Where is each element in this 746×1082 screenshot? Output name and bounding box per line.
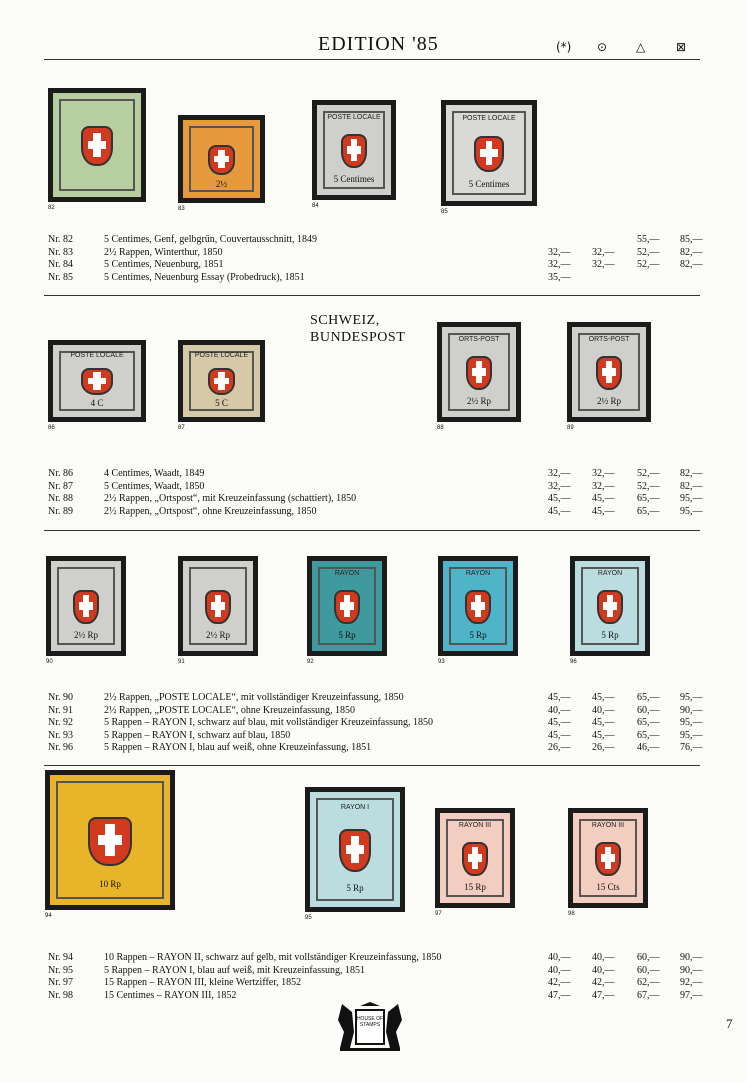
price-value: 82,—: [680, 259, 703, 271]
stamp-value: 5 Rp: [338, 630, 356, 641]
section-divider: [44, 295, 700, 296]
stamp-caption: 98: [568, 911, 575, 917]
stamp-description: 5 Rappen – RAYON I, blau auf weiß, mit Kreuzeinfassung, 1851: [104, 964, 365, 976]
stamp-caption: 85: [441, 209, 448, 215]
catalog-number: Nr. 82: [48, 234, 73, 245]
stamp-banner: POSTE LOCALE: [327, 114, 381, 121]
price-value: 65,—: [637, 692, 660, 703]
price-value: 95,—: [680, 717, 703, 729]
price-value: 65,—: [637, 505, 660, 517]
stamp-value: 15 Rp: [464, 882, 486, 893]
stamp-caption: 83: [178, 206, 185, 212]
stamp-image: [435, 808, 515, 908]
swiss-cross-icon: [88, 141, 106, 149]
stamp-image: [441, 100, 537, 206]
stamp-banner: POSTE LOCALE: [462, 114, 516, 122]
stamp-banner: ORTS-POST: [458, 336, 500, 343]
price-value: 82,—: [680, 480, 703, 492]
stamp-description: 15 Centimes – RAYON III, 1852: [104, 989, 237, 1001]
price-value: 35,—: [548, 271, 571, 283]
catalog-number: Nr. 92: [48, 717, 73, 729]
stamp-description: 2½ Rappen, „POSTE LOCALE“, mit vollständiger Kreuzeinfassung, 1850: [104, 692, 404, 703]
price-value: 52,—: [637, 259, 660, 271]
stamp-caption: 89: [567, 425, 574, 431]
stamp-caption: 94: [45, 913, 52, 919]
cancelled-symbol: ⊙: [597, 40, 608, 54]
catalog-number: Nr. 83: [48, 246, 73, 258]
price-value: 95,—: [680, 493, 703, 505]
price-value: 32,—: [592, 259, 615, 271]
stamp-value: 5 Rp: [346, 883, 364, 894]
price-value: 45,—: [548, 717, 571, 729]
stamp-caption: 88: [437, 425, 444, 431]
stamp-caption: 95: [305, 915, 312, 921]
stamp-description: 5 Rappen – RAYON I, schwarz auf blau, 1850: [104, 729, 291, 741]
stamp-caption: 93: [438, 659, 445, 665]
stamp-description: 4 Centimes, Waadt, 1849: [104, 468, 205, 479]
price-value: 45,—: [592, 692, 615, 703]
swiss-cross-icon: [471, 602, 485, 609]
swiss-cross-icon: [472, 368, 487, 375]
stamp-description: 2½ Rappen, „Ortspost“, mit Kreuzeinfassung (schattiert), 1850: [104, 493, 357, 505]
price-value: 65,—: [637, 493, 660, 505]
stamp-caption: 87: [178, 425, 185, 431]
stamp-caption: 97: [435, 911, 442, 917]
catalog-number: Nr. 90: [48, 692, 73, 703]
stamp-value: 5 Rp: [469, 630, 487, 641]
catalog-number: Nr. 93: [48, 729, 73, 741]
swiss-cross-icon: [602, 368, 617, 375]
swiss-cross-icon: [480, 149, 497, 157]
swiss-cross-icon: [211, 602, 225, 609]
price-value: 52,—: [637, 480, 660, 492]
page-number: 7: [726, 1016, 733, 1031]
stamp-description: 2½ Rappen, Winterthur, 1850: [104, 246, 223, 258]
price-value: 90,—: [680, 952, 703, 963]
stamp-image: [178, 556, 258, 656]
stamp-image: [45, 770, 175, 910]
price-value: 90,—: [680, 964, 703, 976]
stamp-value: 5 Centimes: [333, 174, 375, 185]
price-value: 52,—: [637, 246, 660, 258]
price-value: 45,—: [592, 717, 615, 729]
price-value: 42,—: [548, 977, 571, 989]
swiss-cross-icon: [468, 854, 482, 861]
stamp-value: 2½ Rp: [596, 396, 621, 407]
stamp-description: 2½ Rappen, „Ortspost“, ohne Kreuzeinfassung, 1850: [104, 505, 317, 517]
price-value: 52,—: [637, 468, 660, 479]
stamp-description: 5 Centimes, Neuenburg Essay (Probedruck), 1851: [104, 271, 305, 283]
catalog-number: Nr. 84: [48, 259, 73, 271]
swiss-cross-icon: [214, 378, 229, 384]
page-title: EDITION '85: [318, 33, 439, 55]
price-value: 82,—: [680, 468, 703, 479]
price-value: 97,—: [680, 989, 703, 1001]
price-value: 26,—: [592, 742, 615, 754]
catalog-number: Nr. 88: [48, 493, 73, 505]
stamp-value: 2½ Rp: [73, 630, 98, 641]
catalog-number: Nr. 87: [48, 480, 73, 492]
section-heading: SCHWEIZ, BUNDESPOST: [310, 313, 406, 345]
price-value: 65,—: [637, 717, 660, 729]
catalog-number: Nr. 96: [48, 742, 73, 754]
stamp-caption: 82: [48, 205, 55, 211]
swiss-cross-icon: [98, 835, 122, 845]
price-value: 45,—: [548, 505, 571, 517]
catalog-number: Nr. 86: [48, 468, 73, 479]
unused-symbol: (*): [556, 40, 572, 54]
stamp-description: 5 Rappen – RAYON I, schwarz auf blau, mit vollständiger Kreuzeinfassung, 1850: [104, 717, 434, 729]
stamp-image: [437, 322, 521, 422]
price-value: 26,—: [548, 742, 571, 754]
stamp-description: 5 Centimes, Waadt, 1850: [104, 480, 205, 492]
section-divider: [44, 765, 700, 766]
stamp-value: 2½ Rp: [205, 630, 230, 641]
stamp-caption: 90: [46, 659, 53, 665]
swiss-cross-icon: [340, 602, 354, 609]
catalog-number: Nr. 98: [48, 989, 73, 1001]
price-value: 45,—: [548, 729, 571, 741]
stamp-image: [178, 340, 265, 422]
price-value: 45,—: [592, 729, 615, 741]
price-value: 32,—: [548, 259, 571, 271]
stamp-description: 2½ Rappen, „POSTE LOCALE“, ohne Kreuzeinfassung, 1850: [104, 704, 356, 716]
catalog-number: Nr. 95: [48, 964, 73, 976]
stamp-image: [567, 322, 651, 422]
catalog-number: Nr. 97: [48, 977, 73, 989]
stamp-banner: RAYON III: [458, 822, 492, 829]
price-value: 90,—: [680, 704, 703, 716]
stamp-caption: 86: [48, 425, 55, 431]
catalog-number: Nr. 91: [48, 704, 73, 716]
price-value: 85,—: [680, 234, 703, 245]
stamp-caption: 92: [307, 659, 314, 665]
price-value: 40,—: [592, 704, 615, 716]
price-value: 92,—: [680, 977, 703, 989]
stamp-value: 10 Rp: [99, 879, 121, 890]
price-value: 46,—: [637, 742, 660, 754]
stamp-banner: ORTS-POST: [588, 336, 630, 343]
swiss-cross-icon: [601, 854, 615, 861]
stamp-banner: RAYON: [465, 570, 491, 577]
price-value: 95,—: [680, 729, 703, 741]
swiss-cross-icon: [214, 156, 229, 162]
price-value: 40,—: [548, 964, 571, 976]
price-value: 47,—: [592, 989, 615, 1001]
stamp-description: 15 Rappen – RAYON III, kleine Wertziffer, 1852: [104, 977, 302, 989]
stamp-image: [568, 808, 648, 908]
stamp-image: [438, 556, 518, 656]
price-value: 45,—: [548, 493, 571, 505]
stamp-image: [48, 88, 146, 202]
header-rule: [44, 59, 700, 60]
stamp-value: 5 C: [215, 398, 228, 409]
cover-symbol: ⊠: [676, 40, 687, 54]
price-value: 32,—: [548, 480, 571, 492]
price-value: 32,—: [548, 468, 571, 479]
price-value: 45,—: [592, 493, 615, 505]
triangle-symbol: △: [636, 40, 646, 54]
stamp-banner: RAYON: [334, 570, 360, 577]
stamp-caption: 96: [570, 659, 577, 665]
stamp-banner: RAYON I: [340, 803, 370, 811]
price-value: 40,—: [592, 964, 615, 976]
catalog-number: Nr. 85: [48, 271, 73, 283]
swiss-cross-icon: [88, 378, 106, 384]
price-value: 40,—: [592, 952, 615, 963]
price-value: 40,—: [548, 704, 571, 716]
stamp-banner: POSTE LOCALE: [194, 352, 249, 360]
price-value: 95,—: [680, 505, 703, 517]
catalog-number: Nr. 94: [48, 952, 73, 963]
price-value: 32,—: [592, 468, 615, 479]
stamp-banner: RAYON III: [591, 822, 625, 829]
price-value: 60,—: [637, 704, 660, 716]
price-value: 60,—: [637, 964, 660, 976]
price-value: 60,—: [637, 952, 660, 963]
price-value: 32,—: [592, 480, 615, 492]
stamp-image: [307, 556, 387, 656]
swiss-cross-icon: [346, 845, 364, 854]
price-value: 76,—: [680, 742, 703, 754]
stamp-value: 5 Rp: [601, 630, 619, 641]
price-value: 67,—: [637, 989, 660, 1001]
stamp-image: [305, 787, 405, 912]
stamp-description: 5 Centimes, Neuenburg, 1851: [104, 259, 224, 271]
price-value: 95,—: [680, 692, 703, 703]
price-value: 32,—: [592, 246, 615, 258]
stamp-value: 2½ Rp: [466, 396, 491, 407]
stamp-value: 5 Centimes: [468, 179, 510, 190]
price-value: 62,—: [637, 977, 660, 989]
catalog-number: Nr. 89: [48, 505, 73, 517]
stamp-value: 4 C: [90, 398, 104, 409]
price-value: 47,—: [548, 989, 571, 1001]
stamp-image: [312, 100, 396, 200]
swiss-cross-icon: [347, 146, 362, 153]
section-divider: [44, 530, 700, 531]
stamp-caption: 84: [312, 203, 319, 209]
stamp-description: 10 Rappen – RAYON II, schwarz auf gelb, mit vollständiger Kreuzeinfassung, 1850: [104, 952, 442, 963]
stamp-value: 2½: [215, 178, 228, 189]
stamp-caption: 91: [178, 659, 185, 665]
swiss-cross-icon: [603, 602, 617, 609]
price-value: 32,—: [548, 246, 571, 258]
logo-text: HOUSE OF STAMPS: [356, 1016, 384, 1028]
price-value: 42,—: [592, 977, 615, 989]
stamp-image: [178, 115, 265, 203]
swiss-cross-icon: [79, 602, 93, 609]
stamp-banner: RAYON: [597, 570, 623, 577]
price-value: 45,—: [592, 505, 615, 517]
stamp-banner: POSTE LOCALE: [70, 352, 124, 360]
price-value: 82,—: [680, 246, 703, 258]
stamp-image: [570, 556, 650, 656]
price-value: 40,—: [548, 952, 571, 963]
price-value: 55,—: [637, 234, 660, 245]
price-value: 65,—: [637, 729, 660, 741]
stamp-image: [48, 340, 146, 422]
stamp-description: 5 Rappen – RAYON I, blau auf weiß, ohne Kreuzeinfassung, 1851: [104, 742, 372, 754]
price-value: 45,—: [548, 692, 571, 703]
stamp-description: 5 Centimes, Genf, gelbgrün, Couvertausschnitt, 1849: [104, 234, 318, 245]
stamp-value: 15 Cts: [596, 882, 620, 893]
stamp-image: [46, 556, 126, 656]
